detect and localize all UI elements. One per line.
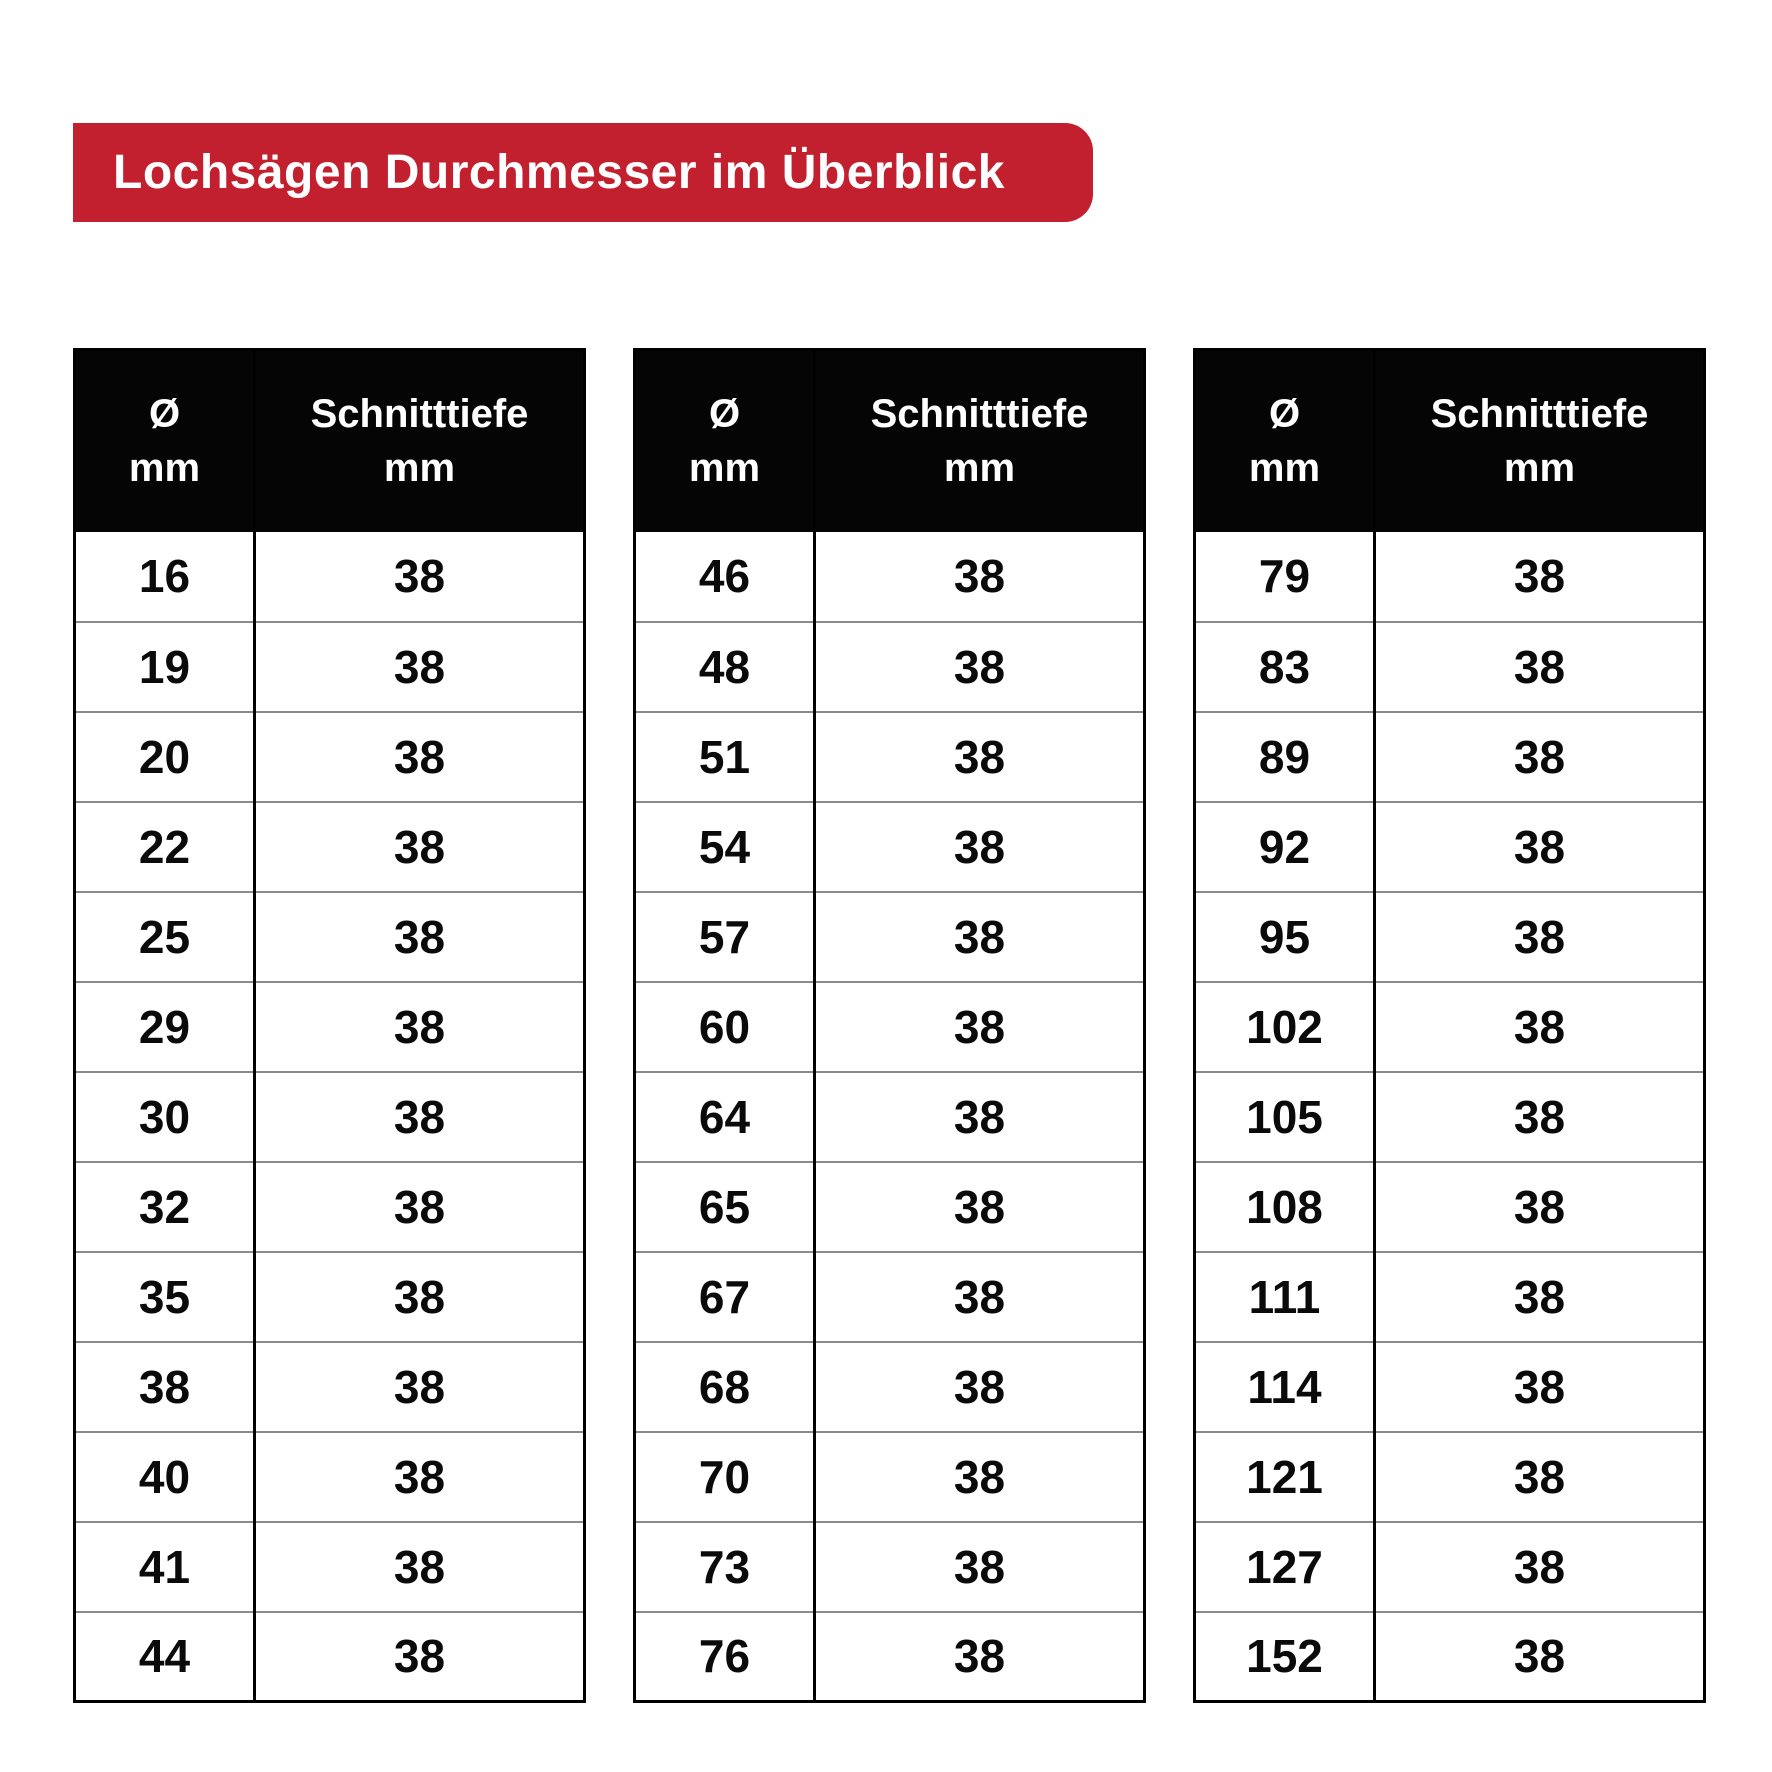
table-body (1195, 532, 1705, 1702)
diameter-cell: 60 (635, 982, 815, 1072)
diameter-cell: 95 (1195, 892, 1375, 982)
diameter-cell: 127 (1195, 1522, 1375, 1612)
diameter-cell: 64 (635, 1072, 815, 1162)
table-row (635, 1072, 1145, 1162)
diameter-unit: mm (128, 446, 201, 491)
depth-cell: 38 (393, 550, 446, 602)
table-row (1195, 802, 1705, 892)
table-row (1195, 1252, 1705, 1342)
depth-cell: 38 (1513, 550, 1566, 602)
table-row (1195, 532, 1705, 622)
table-row (635, 892, 1145, 982)
depth-cell: 38 (1375, 1612, 1705, 1702)
table-header (1195, 350, 1705, 532)
depth-cell: 38 (953, 550, 1006, 602)
diameter-cell: 70 (635, 1432, 815, 1522)
depth-cell: 38 (255, 1432, 585, 1522)
diameter-cell: 20 (75, 712, 255, 802)
diameter-cell: 102 (1195, 982, 1375, 1072)
depth-cell: 38 (815, 802, 1145, 892)
depth-cell: 38 (1375, 1432, 1705, 1522)
diameter-header (1195, 350, 1375, 532)
table-row (635, 532, 1145, 622)
depth-cell: 38 (815, 1162, 1145, 1252)
depth-cell: 38 (255, 1522, 585, 1612)
table-row (635, 982, 1145, 1072)
tables-container (73, 348, 1706, 1703)
diameter-cell: 65 (635, 1162, 815, 1252)
diameter-cell: 30 (75, 1072, 255, 1162)
title-banner (73, 123, 1093, 222)
depth-cell: 38 (255, 1612, 585, 1702)
depth-cell: 38 (1375, 712, 1705, 802)
table-row (75, 1612, 585, 1702)
diameter-cell: 57 (635, 892, 815, 982)
depth-cell: 38 (255, 802, 585, 892)
depth-cell: 38 (1375, 1162, 1705, 1252)
holesaw-table-2 (633, 348, 1146, 1703)
diameter-unit: mm (688, 446, 761, 491)
diameter-cell: 38 (75, 1342, 255, 1432)
table-row (635, 1162, 1145, 1252)
depth-cell: 38 (815, 892, 1145, 982)
diameter-cell: 105 (1195, 1072, 1375, 1162)
diameter-cell: 111 (1195, 1252, 1375, 1342)
table-body (75, 532, 585, 1702)
depth-cell: 38 (1375, 622, 1705, 712)
table-row (1195, 712, 1705, 802)
depth-header (1375, 350, 1705, 532)
depth-label: Schnitttiefe (1430, 392, 1649, 437)
table-row (75, 982, 585, 1072)
diameter-cell: 67 (635, 1252, 815, 1342)
depth-cell: 38 (1375, 1522, 1705, 1612)
table-row (75, 532, 585, 622)
table-row (75, 622, 585, 712)
diameter-cell: 76 (635, 1612, 815, 1702)
diameter-cell: 83 (1195, 622, 1375, 712)
diameter-cell: 35 (75, 1252, 255, 1342)
depth-cell: 38 (255, 1252, 585, 1342)
diameter-cell: 19 (75, 622, 255, 712)
depth-cell: 38 (815, 1252, 1145, 1342)
depth-cell: 38 (255, 1342, 585, 1432)
depth-cell: 38 (255, 1072, 585, 1162)
diameter-cell: 46 (635, 532, 815, 622)
table-row (1195, 982, 1705, 1072)
table-header (75, 350, 585, 532)
diameter-cell: 152 (1195, 1612, 1375, 1702)
diameter-cell: 89 (1195, 712, 1375, 802)
table-row (75, 1252, 585, 1342)
table-row (1195, 1522, 1705, 1612)
diameter-cell: 40 (75, 1432, 255, 1522)
table-row (75, 892, 585, 982)
table-row (75, 1522, 585, 1612)
diameter-cell: 41 (75, 1522, 255, 1612)
depth-header (815, 350, 1145, 532)
diameter-symbol: Ø (148, 392, 181, 437)
table-row (75, 1072, 585, 1162)
diameter-cell: 25 (75, 892, 255, 982)
table-row (1195, 892, 1705, 982)
depth-cell: 38 (815, 982, 1145, 1072)
depth-cell: 38 (815, 1612, 1145, 1702)
depth-cell: 38 (815, 1072, 1145, 1162)
depth-unit: mm (1503, 446, 1576, 491)
depth-cell: 38 (815, 1432, 1145, 1522)
table-row (1195, 622, 1705, 712)
depth-cell: 38 (1375, 1342, 1705, 1432)
diameter-cell: 48 (635, 622, 815, 712)
diameter-cell: 16 (75, 532, 255, 622)
holesaw-table-3 (1193, 348, 1706, 1703)
diameter-cell: 51 (635, 712, 815, 802)
depth-cell: 38 (255, 622, 585, 712)
depth-cell: 38 (255, 892, 585, 982)
diameter-header (635, 350, 815, 532)
table-row (635, 1522, 1145, 1612)
diameter-cell: 54 (635, 802, 815, 892)
diameter-cell: 92 (1195, 802, 1375, 892)
table-row (75, 1162, 585, 1252)
depth-cell: 38 (255, 982, 585, 1072)
diameter-cell: 29 (75, 982, 255, 1072)
diameter-cell: 114 (1195, 1342, 1375, 1432)
diameter-cell: 73 (635, 1522, 815, 1612)
page-title: Lochsägen Durchmesser im Überblick (113, 146, 1005, 199)
diameter-cell: 22 (75, 802, 255, 892)
diameter-unit: mm (1248, 446, 1321, 491)
diameter-cell: 108 (1195, 1162, 1375, 1252)
depth-unit: mm (943, 446, 1016, 491)
depth-unit: mm (383, 446, 456, 491)
table-row (75, 712, 585, 802)
depth-label: Schnitttiefe (310, 392, 529, 437)
table-row (635, 802, 1145, 892)
table-row (635, 1432, 1145, 1522)
diameter-cell: 68 (635, 1342, 815, 1432)
table-row (635, 712, 1145, 802)
depth-cell: 38 (1375, 802, 1705, 892)
diameter-symbol: Ø (708, 392, 741, 437)
holesaw-table-1 (73, 348, 586, 1703)
depth-label: Schnitttiefe (870, 392, 1089, 437)
table-row (635, 1612, 1145, 1702)
depth-cell: 38 (1375, 1252, 1705, 1342)
diameter-cell: 79 (1195, 532, 1375, 622)
depth-cell: 38 (1375, 982, 1705, 1072)
table-row (75, 802, 585, 892)
table-row (635, 1342, 1145, 1432)
table-row (1195, 1072, 1705, 1162)
depth-header (255, 350, 585, 532)
table-row (635, 622, 1145, 712)
table-row (1195, 1342, 1705, 1432)
table-row (75, 1432, 585, 1522)
diameter-cell: 121 (1195, 1432, 1375, 1522)
diameter-cell: 32 (75, 1162, 255, 1252)
table-row (75, 1342, 585, 1432)
diameter-cell: 44 (75, 1612, 255, 1702)
depth-cell: 38 (255, 1162, 585, 1252)
table-header (635, 350, 1145, 532)
depth-cell: 38 (815, 712, 1145, 802)
table-row (1195, 1612, 1705, 1702)
depth-cell: 38 (815, 622, 1145, 712)
depth-cell: 38 (815, 1522, 1145, 1612)
table-row (635, 1252, 1145, 1342)
depth-cell: 38 (1375, 892, 1705, 982)
diameter-symbol: Ø (1268, 392, 1301, 437)
depth-cell: 38 (1375, 1072, 1705, 1162)
table-row (1195, 1432, 1705, 1522)
diameter-header (75, 350, 255, 532)
depth-cell: 38 (815, 1342, 1145, 1432)
depth-cell: 38 (255, 712, 585, 802)
table-row (1195, 1162, 1705, 1252)
table-body (635, 532, 1145, 1702)
